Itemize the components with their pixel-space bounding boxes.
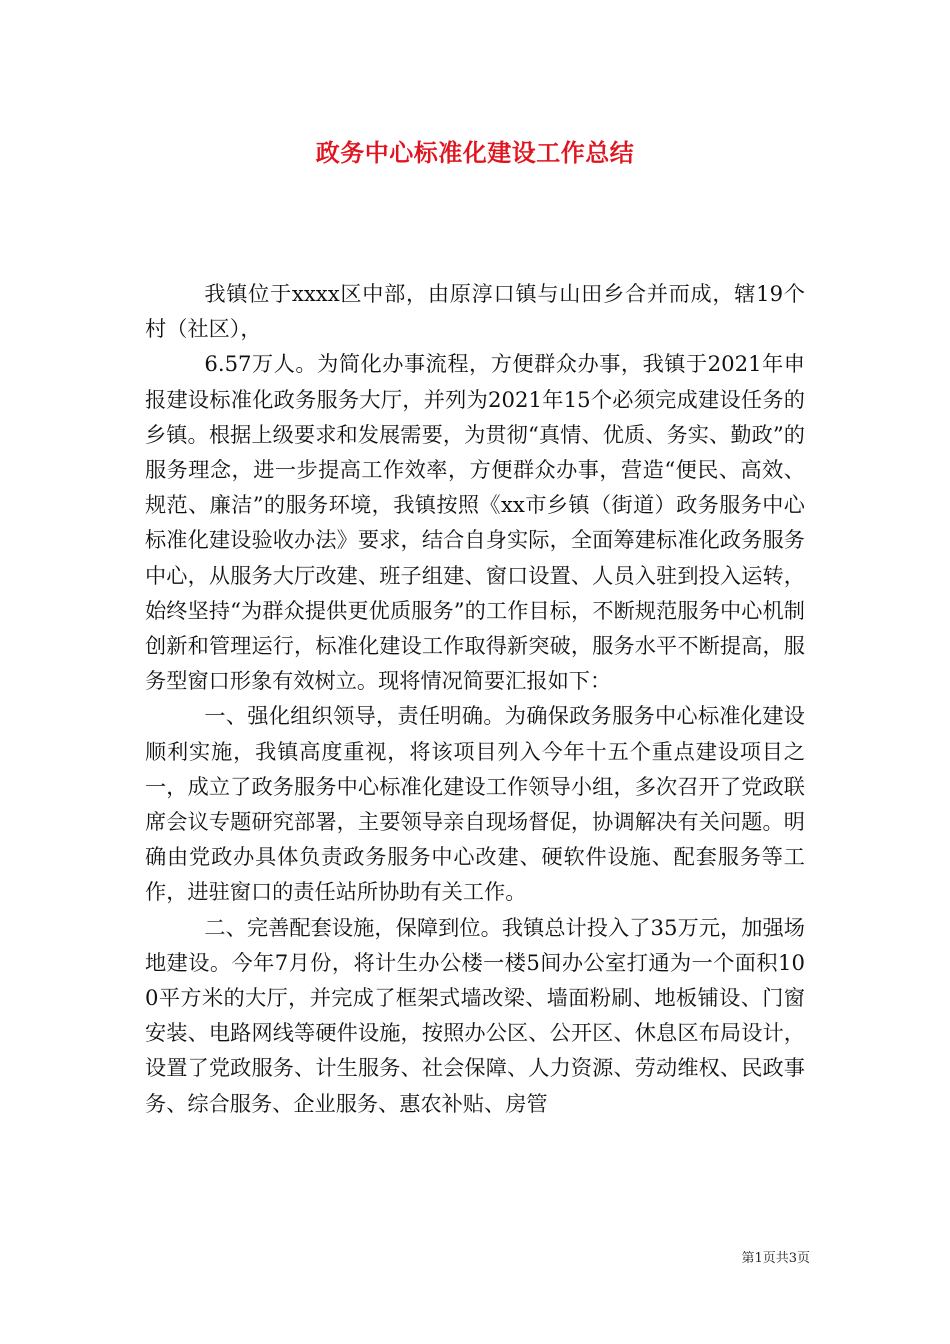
paragraph-section-one: 一、强化组织领导，责任明确。为确保政务服务中心标准化建设顺利实施，我镇高度重视，将该项目列入今年十五个重点建设项目之一，成立了政务服务中心标准化建设工作领导小组，多次召开了党政联席会议专题研究部署，主要领导亲自现场督促，协调解决有关问题。明确由党政办具体负责政务服务中心改建、硬软件设施、配套服务等工作，进驻窗口的责任站所协助有关工作。 <box>145 703 805 905</box>
paragraph-overview: 6.57万人。为简化办事流程，方便群众办事，我镇于2021年申报建设标准化政务服务大厅，并列为2021年15个必须完成建设任务的乡镇。根据上级要求和发展需要，为贯彻“真情、优质、务实、勤政”的服务理念，进一步提高工作效率，方便群众办事，营造“便民、高效、规范、廉洁”的服务环境，我镇按照《xx市乡镇（街道）政务服务中心标准化建设验收办法》要求，结合自身实际，全面筹建标准化政务服务中心，从服务大厅改建、班子组建、窗口设置、人员入驻到投入运转，始终坚持“为群众提供更优质服务”的工作目标，不断规范服务中心机制创新和管理运行，标准化建设工作取得新突破，服务水平不断提高，服务型窗口形象有效树立。现将情况简要汇报如下： <box>145 351 805 694</box>
paragraph-section-two: 二、完善配套设施，保障到位。我镇总计投入了35万元，加强场地建设。今年7月份，将计生办公楼一楼5间办公室打通为一个面积100平方米的大厅，并完成了框架式墙改梁、墙面粉刷、地板铺设、门窗安装、电路网线等硬件设施，按照办公区、公开区、休息区布局设计，设置了党政服务、计生服务、社会保障、人力资源、劳动维权、民政事务、综合服务、企业服务、惠农补贴、房管 <box>145 914 805 1116</box>
page-number: 第1页共3页 <box>741 1251 810 1266</box>
paragraph-intro: 我镇位于xxxx区中部，由原淳口镇与山田乡合并而成，辖19个村（社区）， <box>145 281 805 342</box>
document-body <box>145 276 805 1121</box>
document-title: 政务中心标准化建设工作总结 <box>315 139 635 167</box>
